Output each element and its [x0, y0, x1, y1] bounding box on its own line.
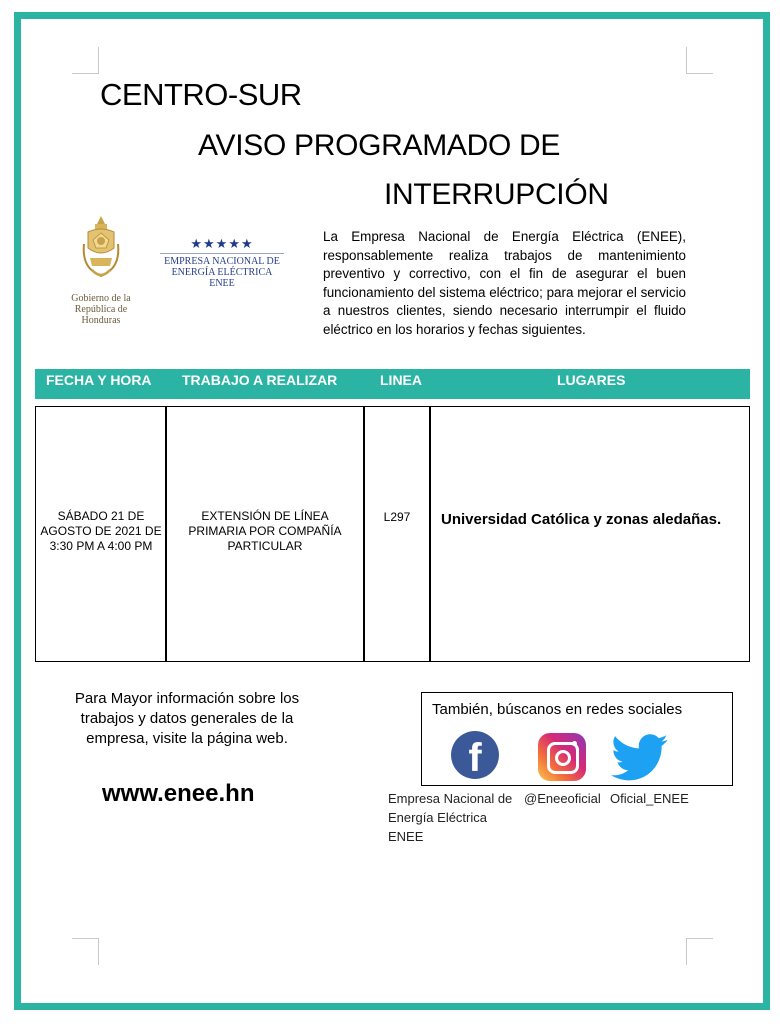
enee-logo-line3: ENEE [209, 278, 235, 289]
enee-logo [160, 236, 284, 289]
fecha-line2: AGOSTO DE 2021 DE [40, 524, 162, 538]
facebook-caption-line1: Empresa Nacional de [388, 791, 513, 806]
enee-logo-line1: EMPRESA NACIONAL DE [164, 256, 280, 267]
notice-title-line1: AVISO PROGRAMADO DE [198, 129, 561, 162]
social-title: También, búscanos en redes sociales [432, 701, 683, 718]
crop-mark [686, 938, 713, 965]
crop-mark [72, 47, 99, 74]
facebook-caption-line2: Energía Eléctrica [388, 810, 487, 825]
website-link[interactable]: www.enee.hn [102, 780, 255, 807]
header-linea: LINEA [380, 372, 422, 388]
government-logo [58, 214, 144, 326]
instagram-caption: @Eneeoficial [524, 791, 601, 806]
gov-logo-line1: Gobierno de la [71, 293, 131, 304]
header-trabajo: TRABAJO A REALIZAR [182, 372, 338, 388]
cell-trabajo [166, 509, 364, 554]
cell-lugares: Universidad Católica y zonas aledañas. [441, 511, 722, 528]
facebook-caption [388, 789, 512, 846]
table-header [35, 369, 750, 399]
crop-mark [686, 47, 713, 74]
facebook-icon[interactable]: f [451, 731, 499, 779]
enee-logo-line2: ENERGÍA ELÉCTRICA [171, 267, 273, 278]
twitter-icon[interactable] [610, 734, 670, 782]
fecha-line1: SÁBADO 21 DE [57, 509, 145, 523]
facebook-caption-line3: ENEE [388, 829, 424, 844]
fecha-line3: 3:30 PM A 4:00 PM [49, 539, 153, 553]
header-fecha-hora: FECHA Y HORA [46, 372, 152, 388]
intro-paragraph: La Empresa Nacional de Energía Eléctrica (ENEE), responsablemente realiza trabajos de mantenimiento preventivo y correctivo, con el fin de asegurar el buen funcionamiento del sistema eléctrico; para mejorar el servicio a nuestros clientes, siendo necesario interrumpir el fluido eléctrico en los horarios y fechas siguientes. [323, 229, 686, 337]
more-info-text: Para Mayor información sobre los trabajos y datos generales de la empresa, visite la página web. [74, 690, 300, 747]
cell-linea: L297 [383, 510, 411, 524]
instagram-icon[interactable] [538, 733, 586, 781]
cell-fecha-hora [36, 509, 166, 554]
trabajo-line3: PARTICULAR [227, 539, 303, 553]
crop-mark [72, 938, 99, 965]
column-divider [429, 407, 431, 661]
trabajo-line1: EXTENSIÓN DE LÍNEA [201, 509, 329, 523]
enee-stars-icon: ★★★★★ [190, 236, 254, 251]
notice-title-line2: INTERRUPCIÓN [384, 178, 609, 211]
header-lugares: LUGARES [557, 372, 626, 388]
gov-logo-line2: República de Honduras [74, 304, 128, 326]
region-title: CENTRO-SUR [100, 77, 302, 112]
twitter-caption: Oficial_ENEE [610, 791, 689, 806]
honduras-coat-of-arms-icon [80, 214, 122, 286]
trabajo-line2: PRIMARIA POR COMPAÑÍA [188, 524, 342, 538]
